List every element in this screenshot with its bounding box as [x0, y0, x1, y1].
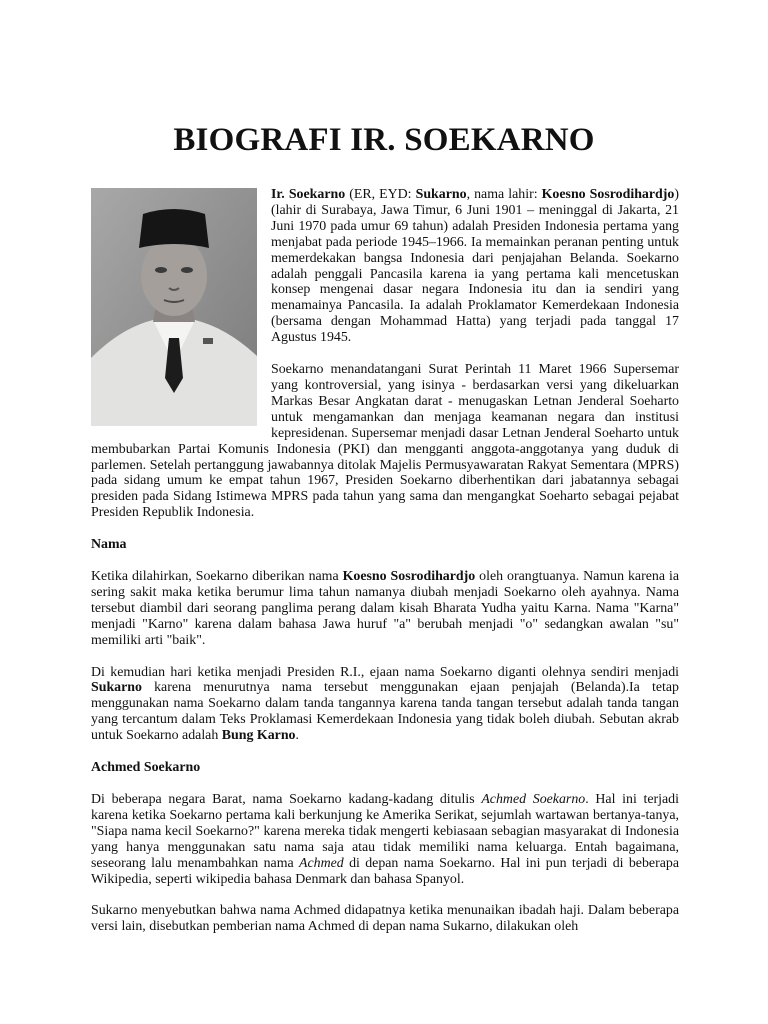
achmed-p1-text-c: di depan nama Soekarno. Hal ini pun terjadi di beberapa Wikipedia, seperti wikipedia bahasa Denmark dan bahasa Spanyol. [91, 855, 679, 887]
achmed-p1-text-a: Di beberapa negara Barat, nama Soekarno kadang-kadang ditulis [91, 792, 482, 807]
achmed-p1-italic-2: Achmed [299, 855, 344, 871]
section-heading-achmed: Achmed Soekarno [91, 760, 201, 776]
page-title: BIOGRAFI IR. SOEKARNO [173, 122, 595, 158]
intro-sukarno: Sukarno [415, 187, 467, 202]
nama-p2-bold-2: Bung Karno [221, 728, 296, 744]
section-heading-nama: Nama [91, 537, 127, 553]
nama-p2-text-a: Di kemudian hari ketika menjadi Presiden R.I., ejaan nama Soekarno diganti olehnya sendiri menjadi [91, 664, 679, 680]
nama-p2-text-c: . [295, 728, 299, 744]
achmed-paragraph-1 [91, 792, 679, 887]
nama-paragraph-1 [91, 569, 679, 649]
achmed-paragraph-2: Sukarno menyebutkan bahwa nama Achmed didapatnya ketika menunaikan ibadah haji. Dalam beberapa versi lain, disebutkan pemberian nama Achmed di depan nama Sukarno, dilakukan oleh [91, 903, 679, 935]
nama-p2-text-b: karena menurutnya nama tersebut menggunakan ejaan penjajah (Belanda).Ia tetap menggunakan nama Soekarno dalam tanda tangannya karena tanda tangan tersebut adalah tanda tangan yang tercantum dalam Teks Proklamasi Kemerdekaan Indonesia yang tidak boleh diubah. Sebutan akrab untuk Soekarno adalah [91, 680, 679, 744]
nama-p1-text-b: oleh orangtuanya. Namun karena ia sering sakit maka ketika berumur lima tahun namanya diubah menjadi Soekarno oleh ayahnya. Nama tersebut diambil dari seorang panglima perang dalam kisah Bharata Yudha yaitu Karna. Nama "Karna" menjadi "Karno" karena dalam bahasa Jawa huruf "a" berubah menjadi "o" sedangkan awalan "su" memiliki arti "baik". [91, 569, 679, 648]
nama-paragraph-2 [91, 665, 679, 745]
intro-name: Ir. Soekarno [271, 187, 346, 202]
nama-p2-bold-1: Sukarno [91, 680, 142, 696]
intro-text-3: ) (lahir di Surabaya, Jawa Timur, 6 Juni 1901 – meninggal di Jakarta, 21 Juni 1970 pada umur 69 tahun) adalah Presiden Indonesia pertama yang menjabat pada periode 1945–1966. Ia memainkan peranan penting untuk memerdekakan bangsa Indonesia dari penjajahan Belanda. Soekarno adalah penggali Pancasila karena ia yang pertama kali mencetuskan konsep mengenai dasar negara Indonesia itu dan ia sendiri yang menamainya Pancasila. Ia adalah Proklamator Kemerdekaan Indonesia (bersama dengan Mohammad Hatta) yang terjadi pada tanggal 17 Agustus 1945. [271, 187, 679, 346]
intro-koesno: Koesno Sosrodihardjo [541, 187, 675, 202]
intro-text-2: , nama lahir: [466, 187, 542, 202]
achmed-p1-text-b: . Hal ini terjadi karena ketika Soekarno pertama kali berkunjung ke Amerika Serikat, sejumlah wartawan bertanya-tanya, "Siapa nama kecil Soekarno?" karena mereka tidak mengerti kebiasaan sebagian masyarakat di Indonesia yang hanya menggunakan satu nama saja atau tidak memiliki nama keluarga. Entah bagaimana, seseorang lalu menambahkan nama [91, 792, 679, 871]
intro-text-1: (ER, EYD: [345, 187, 416, 202]
achmed-p1-italic: Achmed Soekarno [481, 792, 586, 807]
document-body [91, 187, 679, 951]
photo-spacer [91, 187, 271, 429]
nama-p1-text-a: Ketika dilahirkan, Soekarno diberikan nama [91, 569, 343, 585]
supersemar-paragraph: Soekarno menandatangani Surat Perintah 11 Maret 1966 Supersemar yang kontroversial, yang isinya - berdasarkan versi yang dikeluarkan Markas Besar Angkatan darat - menugaskan Letnan Jenderal Soeharto untuk mengamankan dan menjaga keamanan negara dan institusi kepresidenan. Supersemar menjadi dasar Letnan Jenderal Soeharto untuk membubarkan Partai Komunis Indonesia (PKI) dan mengganti anggota-anggotanya yang duduk di parlemen. Setelah pertanggung jawabannya ditolak Majelis Permusyawaratan Rakyat Sementara (MPRS) pada sidang umum ke empat tahun 1967, Presiden Soekarno diberhentikan dari jabatannya sebagai presiden pada Sidang Istimewa MPRS pada tahun yang sama dan mengangkat Soeharto sebagai pejabat Presiden Republik Indonesia. [91, 362, 679, 521]
nama-p1-bold: Koesno Sosrodihardjo [342, 569, 476, 585]
